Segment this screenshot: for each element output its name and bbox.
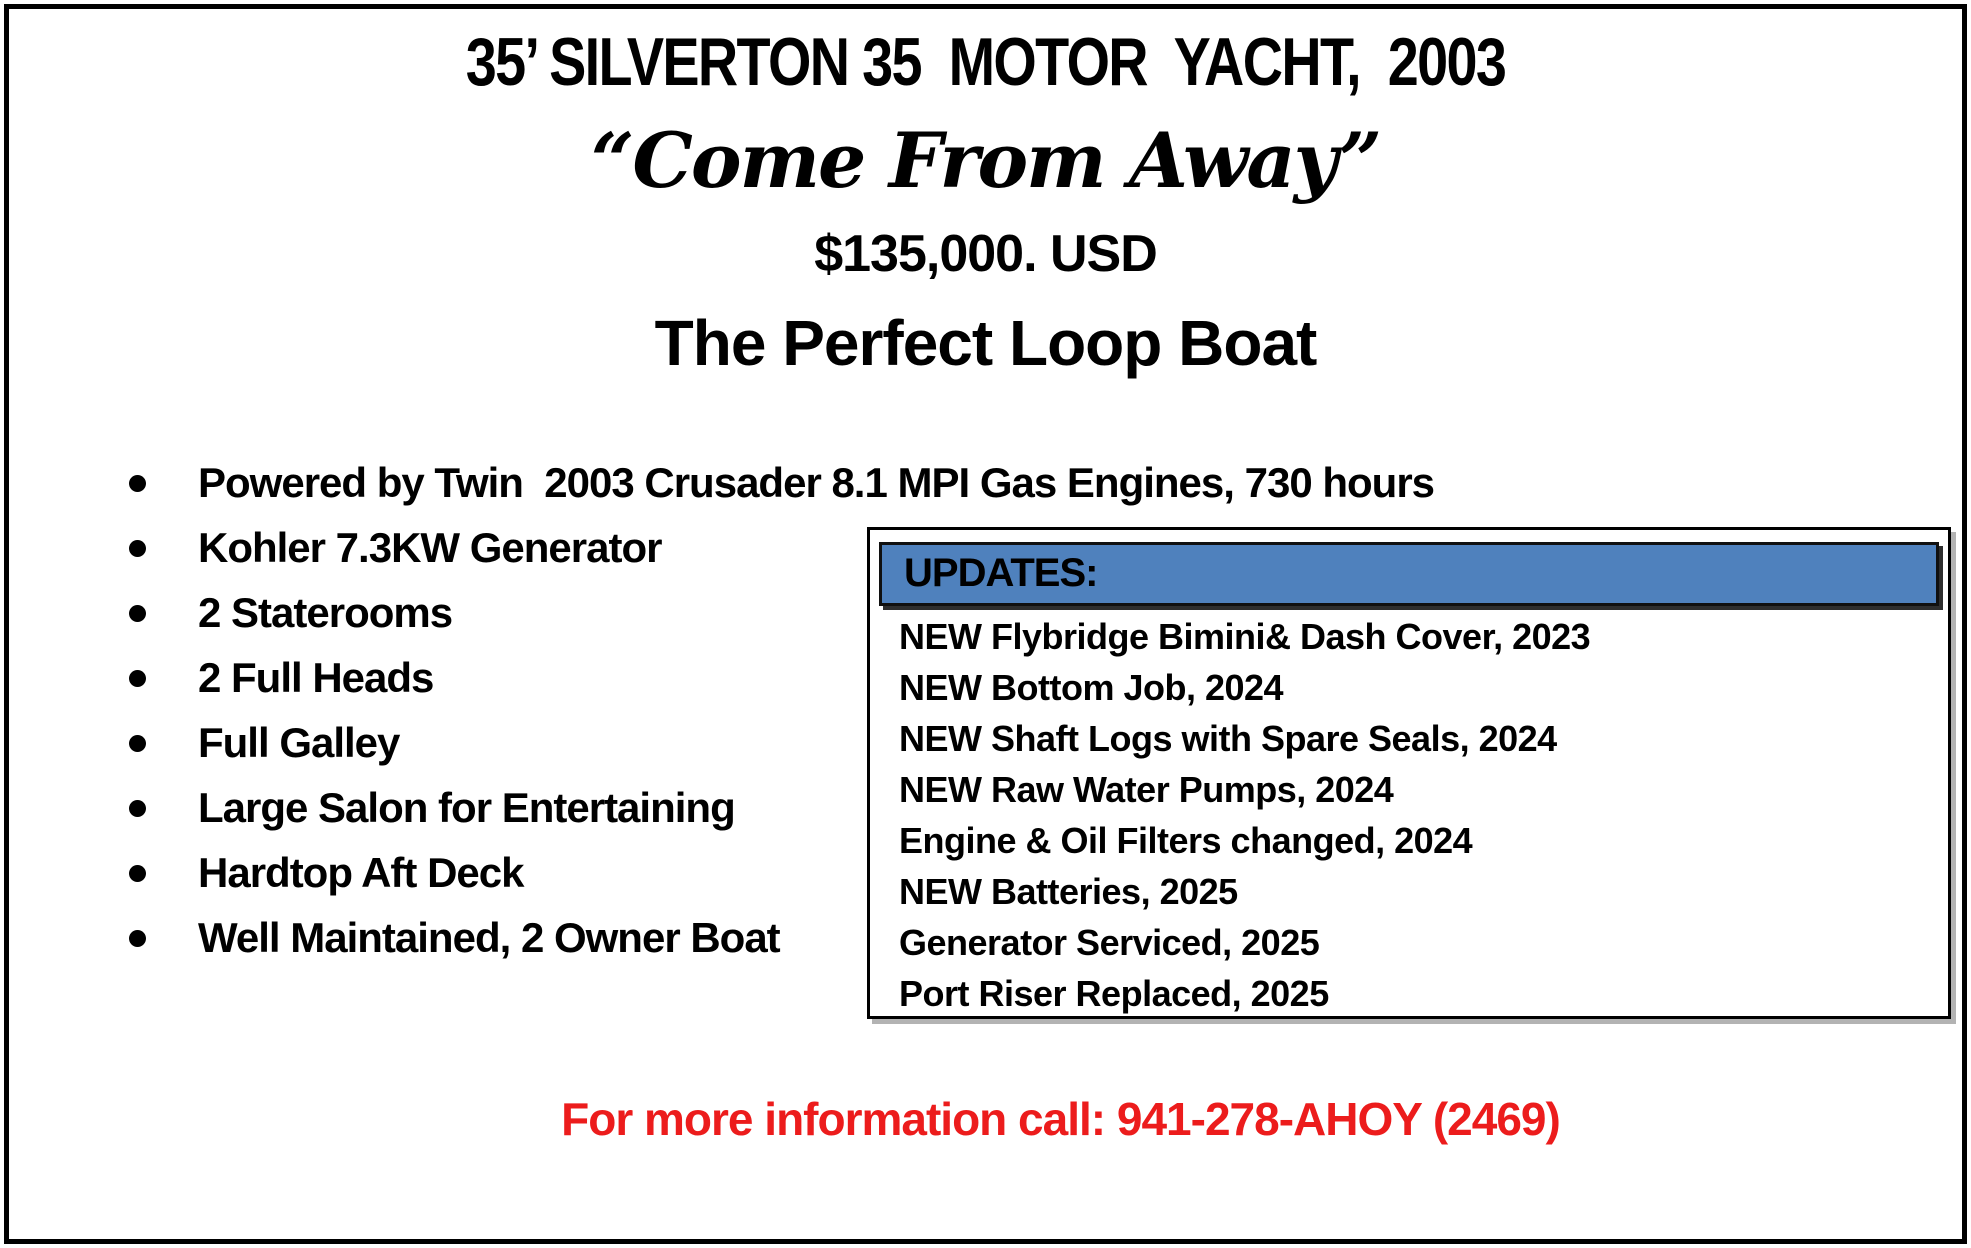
page-title: 35’ SILVERTON 35 MOTOR YACHT, 2003 [465,24,1506,100]
update-item: Port Riser Replaced, 2025 [899,973,1329,1014]
bullet-icon [129,735,146,752]
update-item: NEW Bottom Job, 2024 [899,667,1284,708]
updates-panel [867,527,1951,1019]
feature-item [127,450,1434,515]
update-item: NEW Raw Water Pumps, 2024 [899,769,1394,810]
update-item: Generator Serviced, 2025 [899,922,1320,963]
bullet-icon [129,930,146,947]
boat-name-script: “Come From Away” [590,116,1381,205]
update-item: NEW Batteries, 2025 [899,871,1238,912]
feature-label: Kohler 7.3KW Generator [198,524,662,571]
bullet-icon [129,865,146,882]
update-item: NEW Flybridge Bimini& Dash Cover, 2023 [899,616,1591,657]
bullet-icon [129,670,146,687]
updates-heading-label: UPDATES: [904,551,1098,595]
updates-list [870,611,1948,1019]
updates-header [879,542,1939,606]
update-item: Engine & Oil Filters changed, 2024 [899,820,1473,861]
feature-label: Hardtop Aft Deck [198,849,524,896]
feature-label: Large Salon for Entertaining [198,784,735,831]
tagline-text: The Perfect Loop Boat [654,307,1317,379]
price-text: $135,000. USD [814,225,1157,283]
update-item: NEW Shaft Logs with Spare Seals, 2024 [899,718,1557,759]
feature-label: 2 Full Heads [198,654,434,701]
bullet-icon [129,800,146,817]
flyer-page [4,4,1967,1244]
feature-label: Powered by Twin 2003 Crusader 8.1 MPI Gas Engines, 730 hours [198,459,1435,506]
feature-label: Well Maintained, 2 Owner Boat [198,914,780,961]
feature-label: Full Galley [198,719,400,766]
bullet-icon [129,540,146,557]
bullet-icon [129,605,146,622]
contact-info: For more information call: 941-278-AHOY (2469) [561,1093,1560,1145]
bullet-icon [129,475,146,492]
feature-label: 2 Staterooms [198,589,453,636]
